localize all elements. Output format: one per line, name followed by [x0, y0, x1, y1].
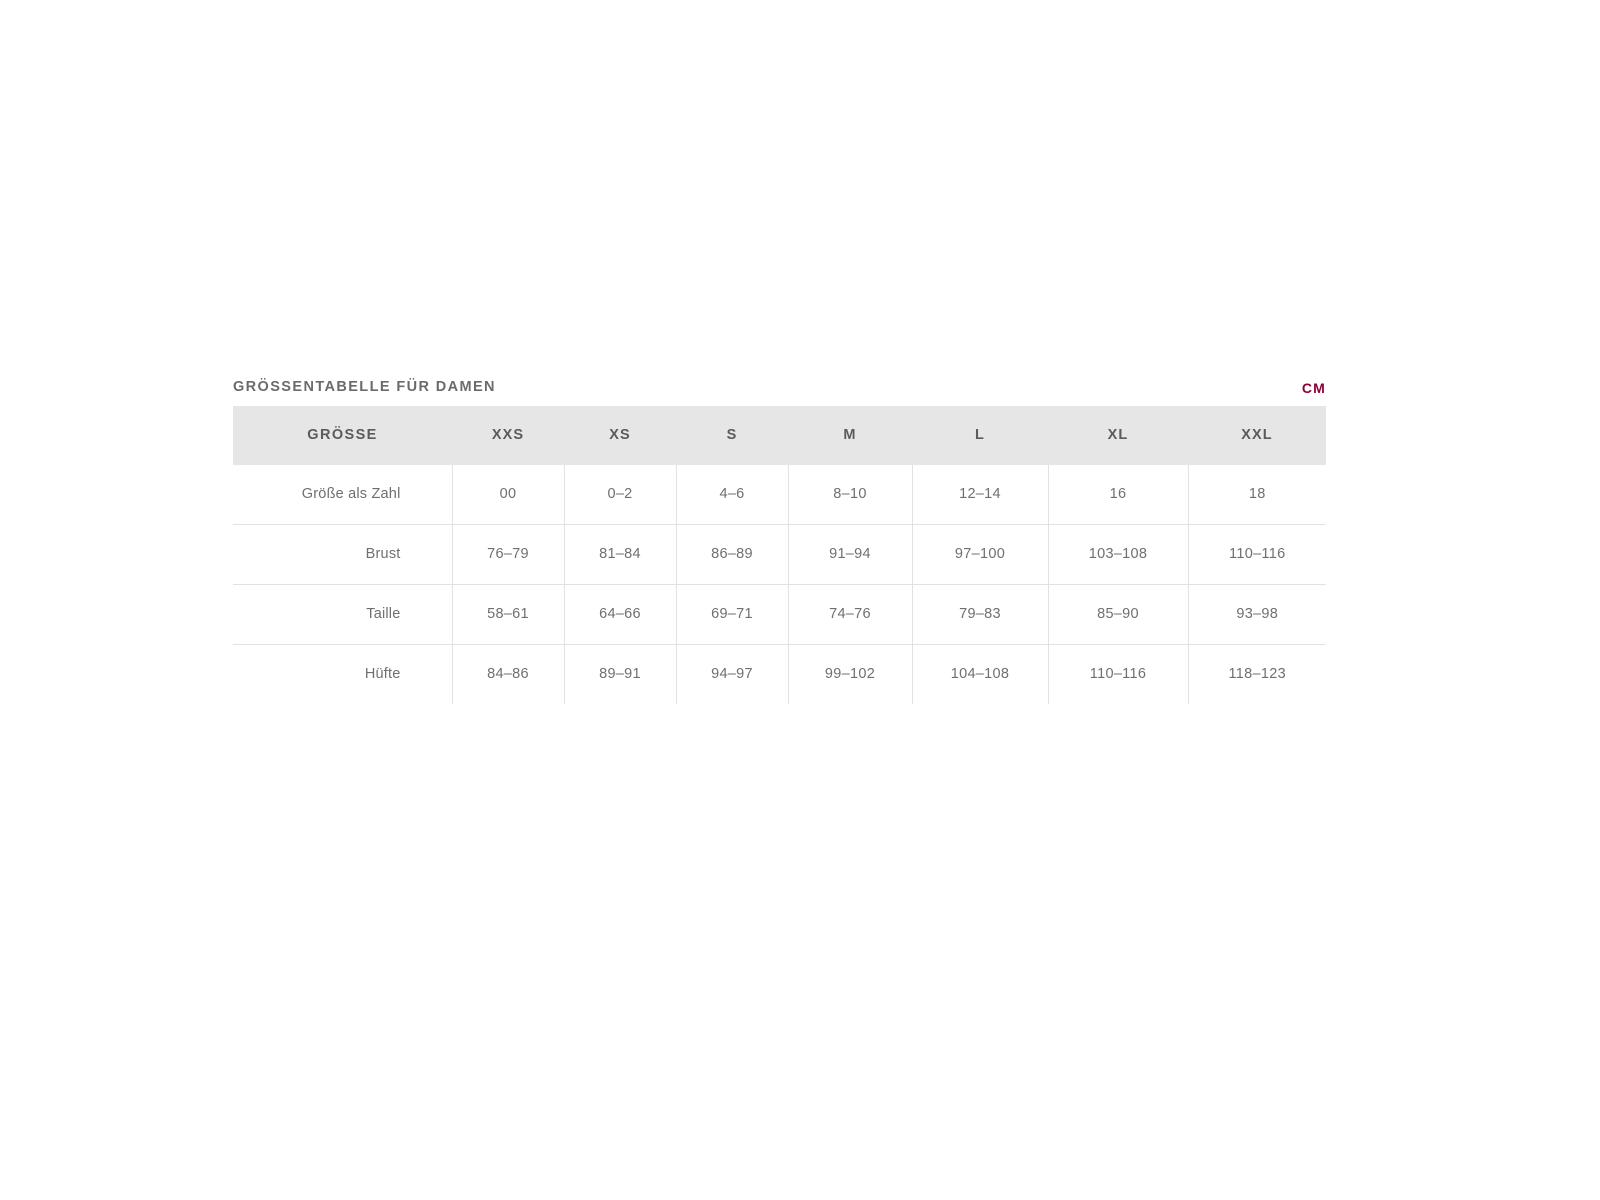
- table-cell: 0–2: [564, 465, 676, 525]
- row-label: Brust: [233, 524, 452, 584]
- table-cell: 79–83: [912, 584, 1048, 644]
- column-header-xl: XL: [1048, 406, 1188, 465]
- table-cell: 89–91: [564, 644, 676, 704]
- table-cell: 99–102: [788, 644, 912, 704]
- row-label: Hüfte: [233, 644, 452, 704]
- table-cell: 64–66: [564, 584, 676, 644]
- table-header-row: [233, 406, 1326, 465]
- table-cell: 91–94: [788, 524, 912, 584]
- column-header-m: M: [788, 406, 912, 465]
- column-header-l: L: [912, 406, 1048, 465]
- table-cell: 93–98: [1188, 584, 1326, 644]
- size-chart-header: [233, 380, 1326, 406]
- table-cell: 4–6: [676, 465, 788, 525]
- column-header-s: S: [676, 406, 788, 465]
- page-title: GRÖSSENTABELLE FÜR DAMEN: [233, 379, 496, 395]
- column-header-xxl: XXL: [1188, 406, 1326, 465]
- table-cell: 85–90: [1048, 584, 1188, 644]
- table-cell: 76–79: [452, 524, 564, 584]
- table-cell: 81–84: [564, 524, 676, 584]
- table-row: [233, 465, 1326, 525]
- table-cell: 16: [1048, 465, 1188, 525]
- size-table-body: [233, 465, 1326, 704]
- table-cell: 94–97: [676, 644, 788, 704]
- table-cell: 58–61: [452, 584, 564, 644]
- table-cell: 118–123: [1228, 666, 1286, 682]
- table-cell: 110–116: [1188, 524, 1326, 584]
- column-header-size: GRÖSSE: [233, 406, 452, 465]
- table-cell: 74–76: [788, 584, 912, 644]
- table-row: [233, 524, 1326, 584]
- table-cell: 84–86: [452, 644, 564, 704]
- table-row: [233, 644, 1326, 704]
- size-chart: [233, 380, 1326, 704]
- table-cell: 104–108: [912, 644, 1048, 704]
- table-cell: 8–10: [788, 465, 912, 525]
- column-header-xxs: XXS: [452, 406, 564, 465]
- table-row: [233, 584, 1326, 644]
- table-cell: 12–14: [912, 465, 1048, 525]
- table-cell: 69–71: [676, 584, 788, 644]
- table-cell: 86–89: [676, 524, 788, 584]
- row-label: Taille: [233, 584, 452, 644]
- table-cell: 18: [1188, 465, 1326, 525]
- table-cell: 00: [452, 465, 564, 525]
- table-cell: 103–108: [1048, 524, 1188, 584]
- row-label: Größe als Zahl: [233, 465, 452, 525]
- table-cell: 97–100: [912, 524, 1048, 584]
- size-table-head: [233, 406, 1326, 465]
- unit-label: CM: [1301, 379, 1326, 396]
- size-table: [233, 406, 1326, 704]
- column-header-xs: XS: [564, 406, 676, 465]
- table-cell: 110–116: [1048, 644, 1188, 704]
